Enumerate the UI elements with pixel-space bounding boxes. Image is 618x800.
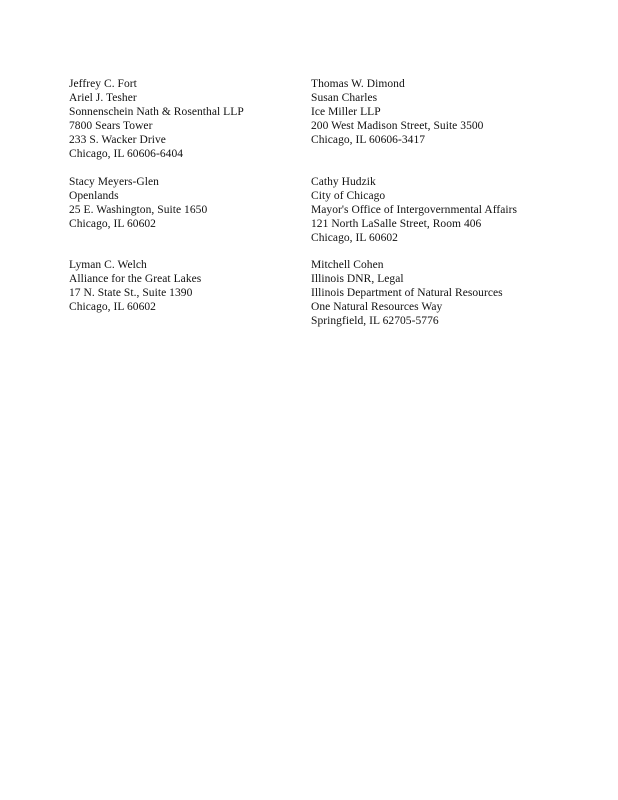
address-street: 200 West Madison Street, Suite 3500 [311,120,484,132]
address-street: 25 E. Washington, Suite 1650 [69,204,208,216]
address-street: One Natural Resources Way [311,301,443,313]
address-organization: City of Chicago [311,190,386,202]
address-block-fort [69,77,244,161]
address-block-hudzik [311,175,517,245]
address-street: 233 S. Wacker Drive [69,134,166,146]
address-street: 121 North LaSalle Street, Room 406 [311,218,482,230]
address-organization: Alliance for the Great Lakes [69,273,202,285]
address-organization: Openlands [69,190,119,202]
address-name: Jeffrey C. Fort [69,78,137,90]
address-name: Mitchell Cohen [311,259,384,271]
address-name: Susan Charles [311,92,378,104]
address-block-dimond [311,77,483,147]
address-name: Cathy Hudzik [311,176,376,188]
address-organization: Ice Miller LLP [311,106,381,118]
address-block-cohen [311,258,503,328]
address-name: Stacy Meyers-Glen [69,176,159,188]
address-organization: Sonnenschein Nath & Rosenthal LLP [69,106,244,118]
address-city: Chicago, IL 60606-6404 [69,148,184,160]
address-organization: Illinois Department of Natural Resources [311,287,503,299]
address-city: Chicago, IL 60602 [311,232,398,244]
address-city: Springfield, IL 62705-5776 [311,315,439,327]
address-block-meyers-glen [69,175,207,231]
address-name: Thomas W. Dimond [311,78,405,90]
address-city: Chicago, IL 60606-3417 [311,134,426,146]
address-department: Mayor's Office of Intergovernmental Affairs [311,204,518,216]
address-name: Lyman C. Welch [69,259,147,271]
address-name: Ariel J. Tesher [69,92,137,104]
address-block-welch [69,258,201,314]
address-city: Chicago, IL 60602 [69,301,156,313]
address-department: Illinois DNR, Legal [311,273,404,285]
address-street: 7800 Sears Tower [69,120,153,132]
address-city: Chicago, IL 60602 [69,218,156,230]
address-street: 17 N. State St., Suite 1390 [69,287,193,299]
